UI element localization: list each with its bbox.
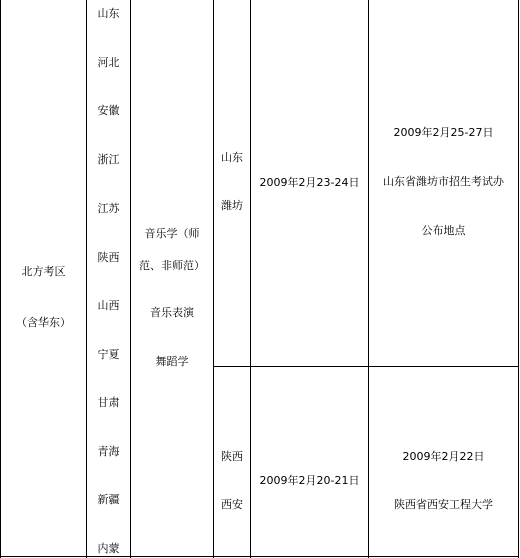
province-item: 河北: [97, 56, 120, 69]
province-item: 青海: [97, 445, 120, 458]
table-border-left: [0, 0, 1, 558]
province-item: 江苏: [97, 202, 120, 215]
province-item: 浙江: [97, 153, 120, 166]
column-divider-1: [86, 0, 87, 558]
major-line-2: 范、非师范）: [139, 259, 205, 272]
major-line-4: 舞蹈学: [155, 355, 189, 368]
column-divider-5: [368, 0, 369, 558]
province-item: 山西: [97, 299, 120, 312]
site-detail-date: 2009年2月25-27日: [393, 126, 494, 139]
column-divider-3: [213, 0, 214, 558]
site-detail-extra: 公布地点: [421, 224, 466, 237]
province-item: 山东: [97, 7, 120, 20]
region-name: 北方考区: [21, 265, 66, 278]
site-location-line-1: 陕西: [221, 450, 243, 463]
site-exam-dates: 2009年2月20-21日: [259, 474, 360, 487]
site-location-line-2: 西安: [221, 498, 243, 511]
province-item: 安徽: [97, 104, 120, 117]
site-detail-place: 陕西省西安工程大学: [394, 498, 493, 511]
province-item: 陕西: [97, 251, 120, 264]
table-border-right: [518, 0, 519, 558]
site-exam-dates: 2009年2月23-24日: [259, 176, 360, 189]
site-detail-date: 2009年2月22日: [402, 450, 485, 463]
site-detail-place: 山东省潍坊市招生考试办: [383, 175, 504, 188]
major-line-1: 音乐学（师: [144, 227, 200, 240]
province-item: 甘肃: [97, 396, 120, 409]
row-divider-sites: [213, 366, 519, 367]
region-note: （含华东）: [16, 316, 71, 329]
site-location-line-2: 潍坊: [221, 199, 243, 212]
province-item: 宁夏: [97, 348, 120, 361]
major-line-3: 音乐表演: [150, 306, 194, 319]
column-divider-2: [130, 0, 131, 558]
site-location-line-1: 山东: [221, 151, 243, 164]
province-item: 内蒙: [97, 542, 120, 555]
province-item: 新疆: [97, 493, 120, 506]
table-border-bottom: [0, 556, 519, 557]
